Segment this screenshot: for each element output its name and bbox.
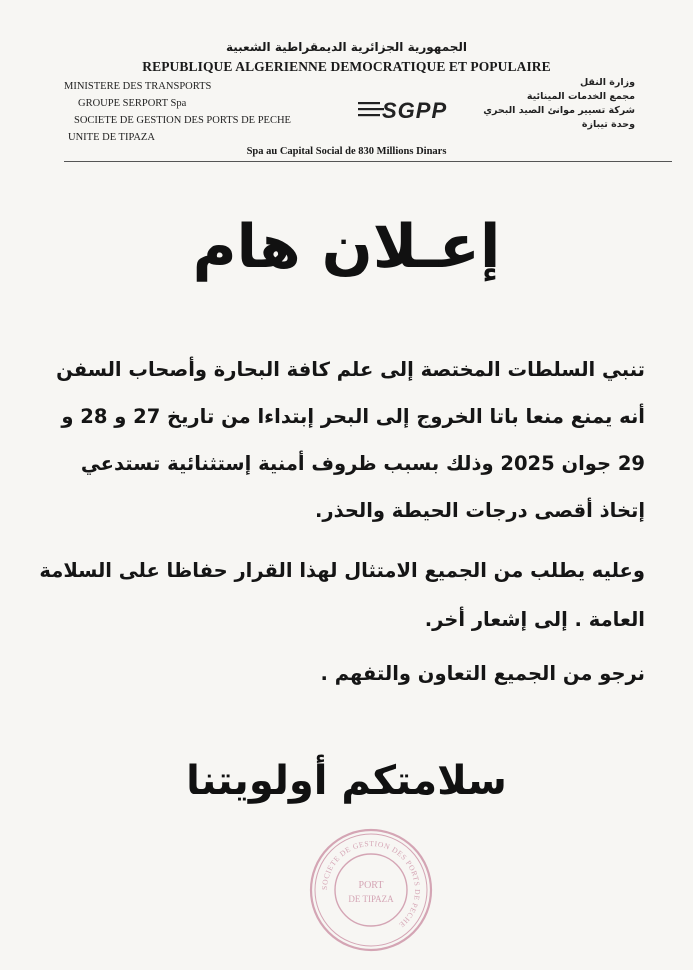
- body-line: إتخاذ أقصى درجات الحيطة والحذر.: [314, 499, 645, 522]
- group-line: GROUPE SERPORT Spa: [78, 98, 187, 109]
- paragraph-announcement: [56, 350, 645, 538]
- body-line: أنه يمنع منعا باتا الخروج إلى البحر إبتداءا من تاريخ 27 و 28 و: [61, 405, 645, 428]
- notice-body: [39, 350, 645, 694]
- capital-statement: Spa au Capital Social de 830 Millions Dinars: [246, 146, 447, 157]
- body-line: 29 جوان 2025 وذلك بسبب ظروف أمنية إستثنائية تستدعي: [80, 452, 645, 475]
- paragraph-compliance: [39, 551, 645, 649]
- header-divider: [64, 161, 672, 162]
- company-line-ar: شركة تسيير موانئ الصيد البحري: [483, 105, 635, 116]
- unit-line-ar: وحدة تيبازة: [581, 119, 635, 130]
- issuer-french-block: [64, 78, 291, 146]
- arabic-republic-heading: الجمهورية الجزائرية الديمقراطية الشعبية: [225, 40, 468, 54]
- stamp-ring-text: SOCIETE DE GESTION DES PORTS DE PECHE: [319, 838, 423, 930]
- group-line-ar: مجمع الخدمات المينائية: [526, 91, 635, 102]
- company-line: SOCIETE DE GESTION DES PORTS DE PECHE: [74, 115, 291, 126]
- stamp-line1: PORT: [358, 880, 384, 891]
- body-line: تنبي السلطات المختصة إلى علم كافة البحارة وأصحاب السفن: [56, 358, 645, 381]
- logo-wordmark: SGPP: [382, 98, 448, 123]
- ministry-line: MINISTERE DES TRANSPORTS: [64, 81, 212, 92]
- port-stamp: [306, 826, 436, 954]
- ministry-line-ar: وزارة النقل: [579, 77, 635, 88]
- body-line: نرجو من الجميع التعاون والتفهم .: [320, 662, 645, 685]
- unit-line: UNITE DE TIPAZA: [68, 132, 155, 143]
- french-republic-heading: REPUBLIQUE ALGERIENNE DEMOCRATIQUE ET POPULAIRE: [142, 59, 551, 74]
- notice-title: إعـلان هام: [192, 212, 501, 282]
- body-line: وعليه يطلب من الجميع الامتثال لهذا القرار حفاظا على السلامة: [39, 559, 645, 582]
- issuer-arabic-block: [483, 76, 635, 132]
- closing-slogan: سلامتكم أولويتنا: [186, 758, 507, 804]
- body-line: العامة . إلى إشعار أخر.: [424, 608, 645, 631]
- paragraph-request: [85, 654, 645, 694]
- sgpp-logo: [358, 96, 490, 124]
- stamp-line2: DE TIPAZA: [348, 894, 394, 904]
